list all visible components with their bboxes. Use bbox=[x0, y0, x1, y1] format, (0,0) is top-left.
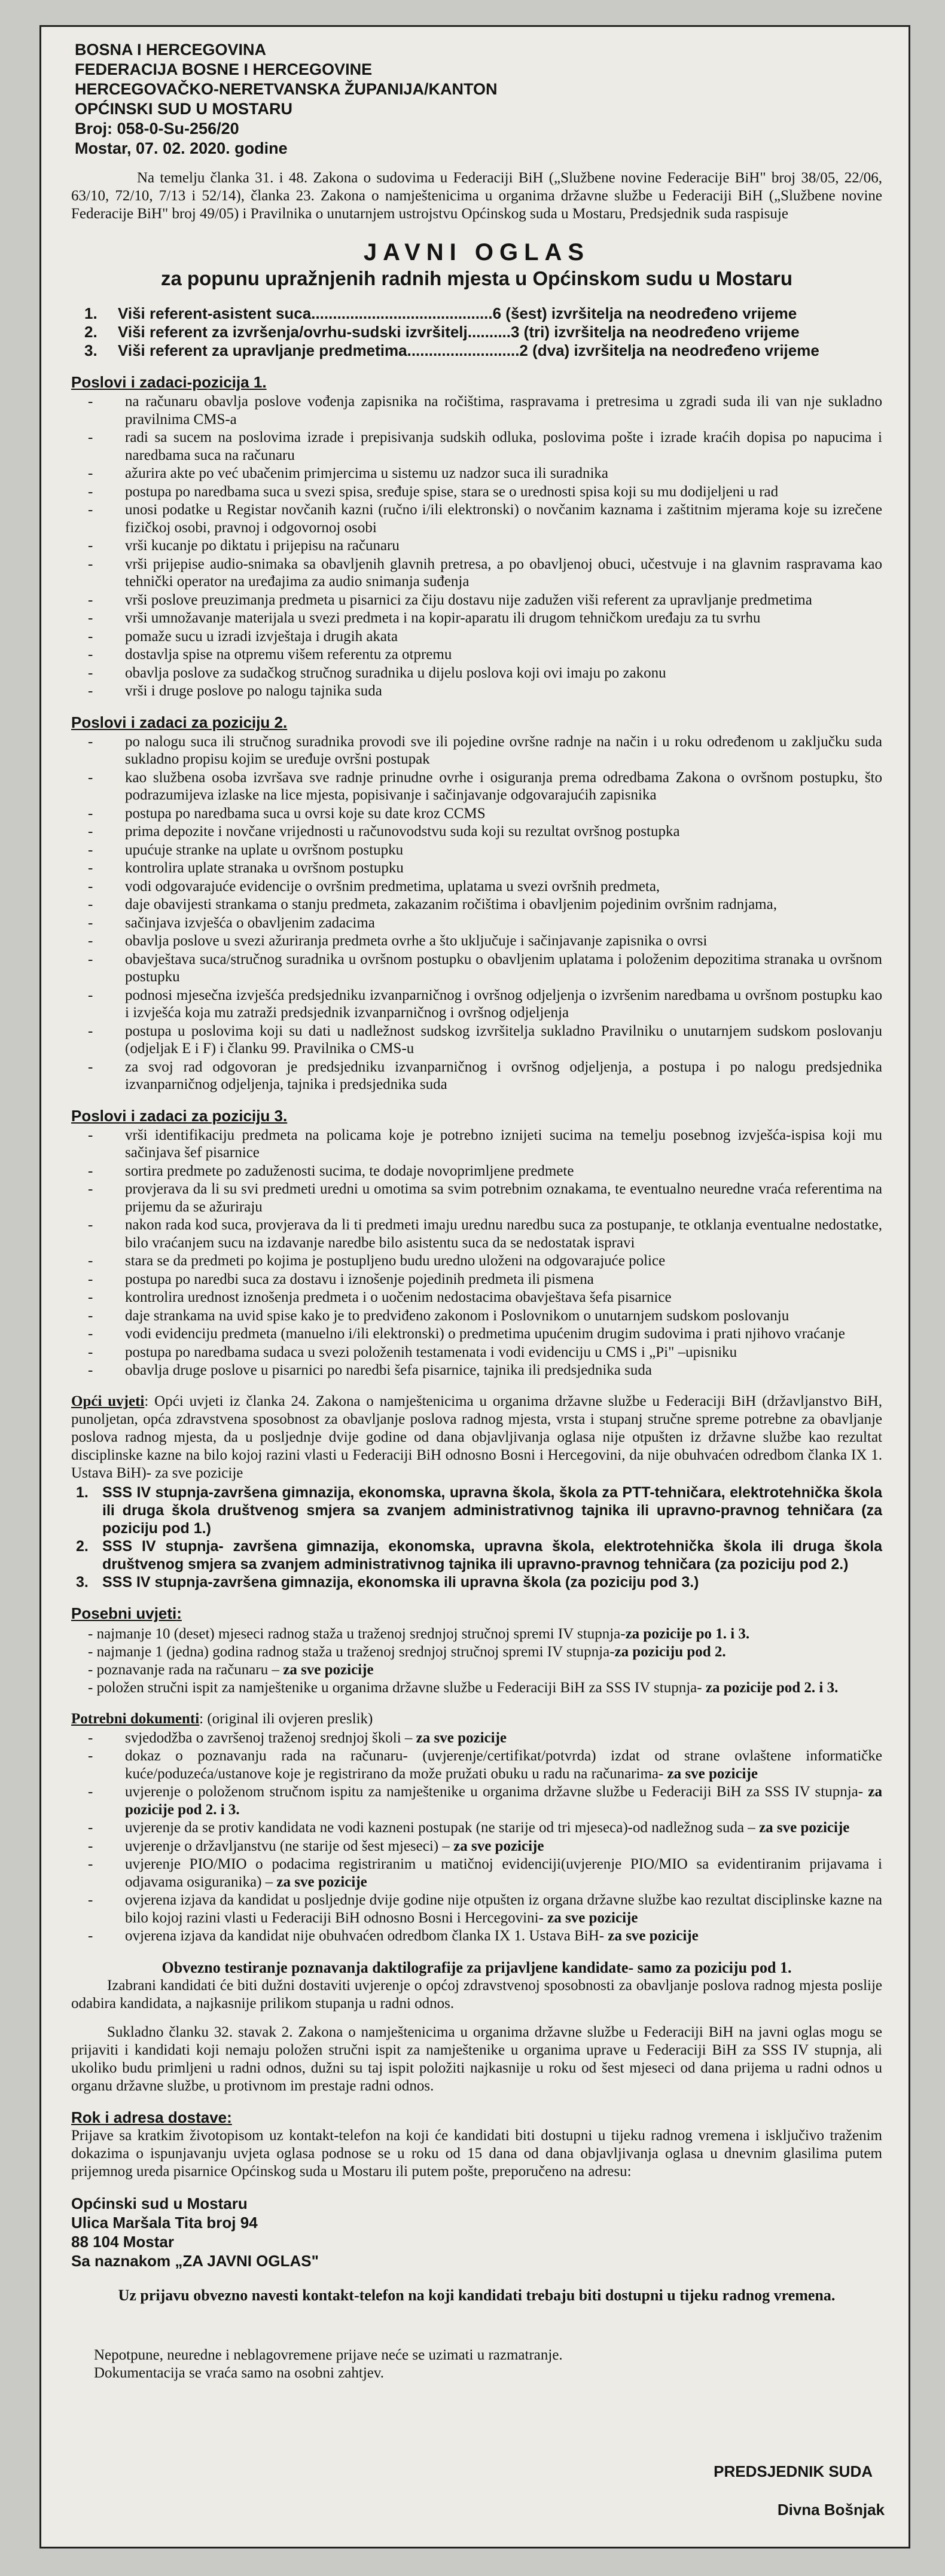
list-item: - na računaru obavlja poslove vođenja zapisnika na ročištima, raspravama i pretresima u zgradi suda ili van nje sukladno pravilnima CMS-a bbox=[125, 393, 882, 428]
list-item: - provjerava da li su svi predmeti uredni u omotima sa svim potrebnim oznakama, te eventualno neuredne vraća referentima na prijemu da se ažuriraju bbox=[125, 1180, 882, 1216]
list-item bbox=[125, 1783, 882, 1818]
item-text: SSS IV stupnja-završena gimnazija, ekonomska ili upravna škola (za poziciju pod 3.) bbox=[102, 1573, 699, 1591]
item-text: - položen stručni ispit za namještenike u organima državne službe u Federaciji BiH za SSS IV stupnja- bbox=[88, 1679, 706, 1696]
address-line: Općinski sud u Mostaru bbox=[71, 2194, 248, 2212]
duties-position-1 bbox=[71, 373, 882, 700]
list-item bbox=[125, 1729, 882, 1747]
list-item: - po nalogu suca ili stručnog suradnika provodi sve ili pojedine ovršne radnje na način i u roku određenom u zaključku suda sukladno propisu kojim se uređuje ovršni postupak bbox=[125, 733, 882, 768]
signatory-name: Divna Bošnjak bbox=[777, 2501, 885, 2519]
position-text: Viši referent-asistent suca..........................................6 (šest) izvršitelja na neodređeno vrijeme bbox=[118, 304, 797, 322]
list-item: - kontrolira urednost iznošenja predmeta i o uočenim nedostacima obavještava šefa pisarnice bbox=[125, 1289, 882, 1307]
item-text: uvjerenje o položenom stručnom ispitu za namještenike u organima državne službe u Federaciji BiH za SSS IV stupnja- bbox=[125, 1784, 868, 1800]
item-scope: za sve pozicije bbox=[608, 1928, 699, 1944]
list-item: - postupa po naredbi suca za dostavu i iznošenje pojedinih predmeta ili pismena bbox=[125, 1271, 882, 1289]
duties-list bbox=[71, 733, 882, 1094]
duties-position-3 bbox=[71, 1107, 882, 1379]
court-header bbox=[75, 40, 882, 158]
list-item bbox=[125, 1819, 882, 1837]
documents-note: : (original ili ovjeren preslik) bbox=[199, 1710, 373, 1727]
header-line: Mostar, 07. 02. 2020. godine bbox=[75, 139, 288, 157]
list-item: - daje strankama na uvid spise kako je to predviđeno zakonom i Poslovnikom o unutarnjem sudskom poslovanju bbox=[125, 1307, 882, 1325]
list-item: - postupa po naredbama suca u ovrsi koje su date kroz CCMS bbox=[125, 805, 882, 823]
item-scope: za pozicije pod 2. i 3. bbox=[125, 1784, 882, 1818]
list-item bbox=[125, 1927, 882, 1945]
exam-exemption-note: Sukladno članku 32. stavak 2. Zakona o namještenicima u organima državne službe u Federaciji BiH na javni oglas mogu se prijaviti i kandidati koji nemaju položen stručni ispit za namještenike u organima uprave u Federaciji BiH za SSS IV stupnja, ali ukoliko budu primljeni u radni odnos, dužni su taj ispit položiti najkasnije u roku od šest mjeseci od dana prijema u radni odnos u organu državne službe, u protivnom im prestaje radni odnos. bbox=[71, 2023, 882, 2094]
list-item: - vodi evidenciju predmeta (manuelno i/ili elektronski) o predmetima upućenim drugim sudovima i prati njihovo vraćanje bbox=[125, 1325, 882, 1343]
list-item: - za svoj rad odgovoran je predsjedniku izvanparničnog i ovršnog odjeljenja, a postupa i po nalogu predsjednika izvanparničnog odjeljenja, tajnika i predsjednika suda bbox=[125, 1058, 882, 1094]
list-item: - postupa po naredbama sudaca u svezi položenih testamenata i vodi evidenciju u CMS i „Pi" –upisniku bbox=[125, 1344, 882, 1362]
item-text: uvjerenje da se protiv kandidata ne vodi kazneni postupak (ne starije od tri mjeseca)-od nadležnog suda – bbox=[125, 1820, 760, 1836]
list-item: - unosi podatke u Registar novčanih kazni (ručno i/ili elektronski) o novčanim kaznama i zaštitnim mjerama koje su izrečene fizičkoj osobi, pravnoj i odgovornoj osobi bbox=[125, 501, 882, 536]
list-item bbox=[125, 1855, 882, 1891]
special-conditions-list bbox=[71, 1625, 882, 1697]
list-item bbox=[125, 1891, 882, 1927]
section-title: Poslovi i zadaci-pozicija 1. bbox=[71, 373, 267, 391]
list-item: - vodi odgovarajuće evidencije o ovršnim predmetima, uplatama u svezi ovršnih predmeta, bbox=[125, 878, 882, 896]
position-number: 3. bbox=[84, 341, 97, 359]
deadline-text: Prijave sa kratkim životopisom uz kontakt-telefon na koji će kandidati biti dostupni u tijeku radnog vremena i isključivo traženim dokazima o ispunjavanju uvjeta oglasa podnose se u roku od 15 dana od dana objavljivanja oglasa u dnevnim glasilima putem prijemnog ureda pisarnice Općinskog suda u Mostaru ili putem pošte, preporučeno na adresu: bbox=[71, 2127, 882, 2180]
typing-test-notice: Obvezno testiranje poznavanja daktilografije za prijavljene kandidate- samo za poziciju pod 1. bbox=[161, 1958, 792, 1976]
address-line: Ulica Maršala Tita broj 94 bbox=[71, 2213, 258, 2232]
item-text: ovjerena izjava da kandidat nije obuhvaćen odredbom članka IX 1. Ustava BiH- bbox=[125, 1928, 608, 1944]
position-number: 2. bbox=[84, 323, 97, 341]
documents-list bbox=[71, 1729, 882, 1945]
footer-line: Dokumentacija se vraća samo na osobni zahtjev. bbox=[94, 2364, 385, 2381]
list-item: - vrši umnožavanje materijala u svezi predmeta i na kopir-aparatu ili drugom tehničkom uređaju za tu svrhu bbox=[125, 609, 882, 627]
duties-position-2 bbox=[71, 713, 882, 1094]
list-item bbox=[88, 1643, 882, 1661]
list-item bbox=[88, 1679, 882, 1697]
section-title: Poslovi i zadaci za poziciju 2. bbox=[71, 713, 288, 731]
item-text: svjedodžba o završenoj traženoj srednjoj školi – bbox=[125, 1729, 416, 1746]
item-text: - poznavanje rada na računaru – bbox=[88, 1661, 284, 1678]
section-title: Posebni uvjeti: bbox=[71, 1604, 182, 1622]
list-item bbox=[88, 1661, 882, 1679]
item-text: - najmanje 10 (deset) mjeseci radnog staža u traženoj srednjoj stručnoj spremi IV stupnja- bbox=[88, 1625, 626, 1642]
list-item: - ažurira akte po već ubačenim primjercima u sistemu uz nadzor suca ili suradnika bbox=[125, 465, 882, 483]
item-text: SSS IV stupnja-završena gimnazija, ekonomska, upravna škola, škola za PTT-tehničara, elektrotehnička škola ili druga škola društvenog smjera sa zvanjem administrativnog tajnika ili upravno-pravnog tehničara (za poziciju pod 1.) bbox=[102, 1484, 882, 1537]
item-number: 1. bbox=[76, 1484, 89, 1501]
section-title: Poslovi i zadaci za poziciju 3. bbox=[71, 1106, 288, 1125]
general-conditions bbox=[71, 1393, 882, 1591]
list-item bbox=[88, 1625, 882, 1643]
list-item: - kao službena osoba izvršava sve radnje prinudne ovrhe i osiguranja prema odredbama Zakona o ovršnom postupku, što podrazumijeva izlaske na lice mjesta, popisivanje i sačinjavanje odgovarajućih zapisnika bbox=[125, 769, 882, 804]
signature-block bbox=[714, 2458, 885, 2523]
item-scope: za sve pozicije bbox=[547, 1909, 638, 1926]
list-item bbox=[76, 1573, 882, 1591]
health-certificate-note: Izabrani kandidati će biti dužni dostaviti uvjerenje o općoj zdravstvenoj sposobnosti za obavljanje poslova radnog mjesta poslije odabira kandidata, a najkasnije prilikom stupanja u radni odnos. bbox=[71, 1977, 882, 2012]
header-line: HERCEGOVAČKO-NERETVANSKA ŽUPANIJA/KANTON bbox=[75, 80, 498, 98]
list-item: - obavlja poslove u svezi ažuriranja predmeta ovrhe a što uključuje i sačinjavanje zapisnika o ovrsi bbox=[125, 932, 882, 950]
list-item: - upućuje stranke na uplate u ovršnom postupku bbox=[125, 841, 882, 859]
section-label: Posebni uvjeti bbox=[71, 1604, 177, 1622]
announcement-sheet bbox=[39, 25, 910, 2548]
item-text: - najmanje 1 (jedna) godina radnog staža u traženoj srednjoj stručnoj spremi IV stupnja- bbox=[88, 1643, 615, 1660]
item-scope: za pozicije po 1. i 3. bbox=[625, 1625, 750, 1642]
section-label: Rok i adresa dostave bbox=[71, 2108, 227, 2126]
list-item: - podnosi mjesečna izvješća predsjedniku izvanparničnog i ovršnog odjeljenja o izvršenim naredbama u ovršnom postupku kao i izvješća koja mu zatraži predsjednik izvanparničnog i ovršnog odjeljenja bbox=[125, 987, 882, 1022]
list-item: - vrši prijepise audio-snimaka sa obavljenih glavnih pretresa, a po obavljenoj obuci, učestvuje i na glavnim raspravama kao tehnički operator na uređajima za audio snimanja suđenja bbox=[125, 556, 882, 591]
item-text: SSS IV stupnja- završena gimnazija, ekonomska, upravna škola, elektrotehnička škola ili druga škola društvenog smjera sa zvanjem administrativnog tajnika ili upravno-pravnog tehničara (za poziciju pod 2.) bbox=[102, 1537, 882, 1573]
mailing-address bbox=[71, 2194, 882, 2270]
required-documents bbox=[71, 1710, 882, 1945]
item-scope: za sve pozicije bbox=[416, 1729, 507, 1746]
list-item: - radi sa sucem na poslovima izrade i prepisivanja sudskih odluka, poslovima pošte i izrade kraćih dopisa po napucima i naredbama suca na računaru bbox=[125, 429, 882, 464]
list-item bbox=[76, 1484, 882, 1537]
address-line: 88 104 Mostar bbox=[71, 2232, 174, 2251]
section-label: Opći uvjeti bbox=[71, 1393, 145, 1409]
list-item: - kontrolira uplate stranaka u ovršnom postupku bbox=[125, 859, 882, 877]
item-text: dokaz o poznavanju rada na računaru- (uvjerenje/certifikat/potvrda) izdat od strane ovlaštene informatičke kuće/poduzeća/ustanove koje je registrirano da može pružati obuku u radu na računarima- bbox=[125, 1748, 882, 1782]
item-scope: za pozicije pod 2. i 3. bbox=[705, 1679, 839, 1696]
duties-list bbox=[71, 1127, 882, 1379]
list-item: - dostavlja spise na otpremu višem referentu za otpremu bbox=[125, 646, 882, 664]
item-text: uvjerenje PIO/MIO o podacima registriranim u matičnoj evidenciji(uvjerenje PIO/MIO sa evidentiranim prijavama i odjavama osiguranika) – bbox=[125, 1856, 882, 1890]
list-item bbox=[76, 1537, 882, 1573]
position-text: Viši referent za izvršenja/ovrhu-sudski izvršitelj..........3 (tri) izvršitelja na neodređeno vrijeme bbox=[118, 323, 800, 341]
position-number: 1. bbox=[84, 304, 97, 322]
header-line: OPĆINSKI SUD U MOSTARU bbox=[75, 100, 293, 118]
signatory-role: PREDSJEDNIK SUDA bbox=[714, 2462, 873, 2480]
list-item: - stara se da predmeti po kojima je postupljeno budu uredno uloženi na odgovarajuće police bbox=[125, 1252, 882, 1270]
list-item: - postupa u poslovima koji su dati u nadležnost sudskog izvršitelja sukladno Pravilniku o unutarnjem sudskom poslovanju (odjeljak E i F) i članku 99. Pravilnika o CMS-u bbox=[125, 1023, 882, 1058]
header-line: Broj: 058-0-Su-256/20 bbox=[75, 120, 239, 138]
position-item bbox=[71, 304, 882, 323]
list-item: - vrši kucanje po diktatu i prijepisu na računaru bbox=[125, 537, 882, 555]
list-item: - nakon rada kod suca, provjerava da li ti predmeti imaju urednu naredbu suca za postupanje, te otklanja eventualne nedostatke, bilo vraćanjem sucu na izdavanje naredbe bilo asistentu suca da se nedostatak ispravi bbox=[125, 1216, 882, 1252]
footer-notes bbox=[71, 2346, 882, 2382]
list-item: - obavještava suca/stručnog suradnika u ovršnom postupku o obavljenim uplatama i položenim depozitima stranaka u ovršnom postupku bbox=[125, 951, 882, 986]
header-line: FEDERACIJA BOSNE I HERCEGOVINE bbox=[75, 60, 373, 78]
list-item: - pomaže sucu u izradi izvještaja i drugih akata bbox=[125, 628, 882, 646]
list-item: - daje obavijesti strankama o stanju predmeta, zakazanim ročištima i obavljenim pojedinim ovršnim radnjama, bbox=[125, 896, 882, 914]
deadline-section bbox=[71, 2108, 882, 2181]
item-text: uvjerenje o državljanstvu (ne starije od šest mjeseci) – bbox=[125, 1838, 454, 1854]
contact-reminder: Uz prijavu obvezno navesti kontakt-telefon na koji kandidati trebaju biti dostupni u tijeku radnog vremena. bbox=[118, 2286, 836, 2304]
education-list bbox=[71, 1484, 882, 1591]
positions-list bbox=[71, 304, 882, 360]
header-line: BOSNA I HERCEGOVINA bbox=[75, 41, 267, 59]
section-label: Potrebni dokumenti bbox=[71, 1710, 200, 1727]
address-line: Sa naznakom „ZA JAVNI OGLAS" bbox=[71, 2251, 319, 2270]
footer-line: Nepotpune, neuredne i neblagovremene prijave neće se uzimati u razmatranje. bbox=[94, 2346, 563, 2363]
general-conditions-body: : Opći uvjeti iz članka 24. Zakona o namještenicima u organima državne službe u Federaciji BiH (državljanstvo BiH, punoljetan, opća zdravstvena sposobnost za obavljanje poslova radnog mjesta, vrsta i stupanj stručne spreme potrebne za obavljanje poslova radnog mjesta, da u posljednje dvije godine od dana objavljivanja oglasa nije otpušten iz državne službe kao rezultat disciplinske kazne na bilo kojoj razini vlasti u Federaciji BiH odnosno Bosni i Hercegovini, da nije obuhvaćen odredbom članka IX 1. Ustava BiH)- za sve pozicije bbox=[71, 1393, 882, 1481]
item-scope: za sve pozicije bbox=[759, 1820, 850, 1836]
position-item bbox=[71, 323, 882, 341]
list-item: - postupa po naredbama suca u svezi spisa, sređuje spise, stara se o urednosti spisa koji su mu dodijeljeni u rad bbox=[125, 483, 882, 501]
item-number: 3. bbox=[76, 1573, 89, 1591]
list-item: - sačinjava izvješća o obavljenim zadacima bbox=[125, 914, 882, 932]
documents-heading bbox=[71, 1710, 882, 1728]
position-item bbox=[71, 341, 882, 360]
item-scope: za sve pozicije bbox=[283, 1661, 374, 1678]
position-text: Viši referent za upravljanje predmetima..........................2 (dva) izvršitelja na neodređeno vrijeme bbox=[118, 341, 819, 359]
item-number: 2. bbox=[76, 1537, 89, 1555]
list-item: - obavlja druge poslove u pisarnici po naredbi šefa pisarnice, tajnika ili predsjednika suda bbox=[125, 1362, 882, 1379]
list-item bbox=[125, 1838, 882, 1855]
item-scope: za poziciju pod 2. bbox=[614, 1643, 726, 1660]
item-scope: za sve pozicije bbox=[276, 1873, 367, 1890]
item-scope: za sve pozicije bbox=[667, 1765, 758, 1782]
general-conditions-text bbox=[71, 1393, 882, 1482]
list-item: - vrši identifikaciju predmeta na policama koje je potrebno iznijeti sucima na temelju posebnog izvješća-ispisa koji mu sačinjava šef pisarnice bbox=[125, 1127, 882, 1162]
special-conditions bbox=[71, 1604, 882, 1697]
duties-list bbox=[71, 393, 882, 700]
preamble: Na temelju članka 31. i 48. Zakona o sudovima u Federaciji BiH („Službene novine Federacije BiH" broj 38/05, 22/06, 63/10, 72/10, 7/13 i 52/14), članka 23. Zakona o namještenicima u organima državne službe u Federaciji BiH („Službene novine Federacije BiH" broj 49/05) i Pravilnika o unutarnjem ustrojstvu Općinskog suda u Mostaru, Predsjednik suda raspisuje bbox=[71, 170, 882, 222]
section-title: Rok i adresa dostave: bbox=[71, 2108, 232, 2126]
list-item: - prima depozite i novčane vrijednosti u računovodstvu suda koji su rezultat ovršnog postupka bbox=[125, 823, 882, 841]
list-item: - vrši i druge poslove po nalogu tajnika suda bbox=[125, 682, 882, 700]
list-item: - obavlja poslove za sudačkog stručnog suradnika u dijelu poslova koji ovi imaju po zakonu bbox=[125, 664, 882, 682]
document-title: JAVNI OGLAS bbox=[363, 239, 590, 265]
document-subtitle: za popunu upražnjenih radnih mjesta u Općinskom sudu u Mostaru bbox=[160, 267, 793, 289]
item-text: ovjerena izjava da kandidat u posljednje dvije godine nije otpušten iz organa državne službe kao rezultat disciplinske kazne na bilo kojoj razini vlasti u Federaciji BiH odnosno Bosni i Hercegovini- bbox=[125, 1892, 882, 1926]
list-item: - vrši poslove preuzimanja predmeta u pisarnici za čiju dostavu nije zadužen viši referent za upravljanje predmetima bbox=[125, 591, 882, 609]
item-scope: za sve pozicije bbox=[453, 1838, 544, 1854]
list-item: - sortira predmete po zaduženosti sucima, te dodaje novoprimljene predmete bbox=[125, 1162, 882, 1180]
list-item bbox=[125, 1747, 882, 1783]
